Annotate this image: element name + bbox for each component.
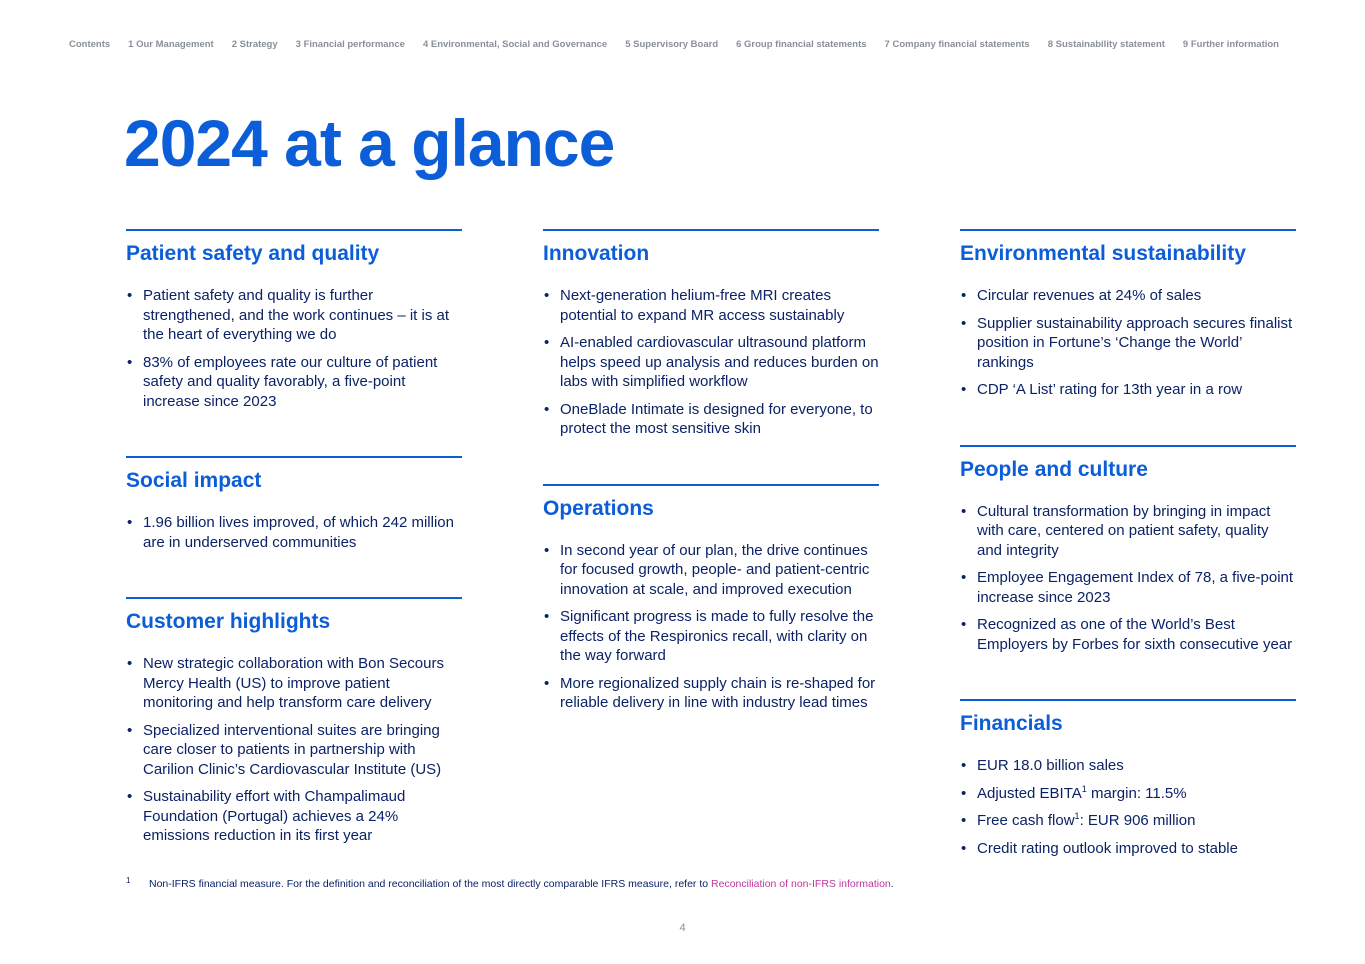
section-heading: People and culture [960, 457, 1148, 481]
nav-our-management[interactable]: 1 Our Management [128, 39, 214, 50]
footnote-marker: 1 [1081, 783, 1087, 794]
column-middle [543, 229, 879, 721]
list-item: • 1.96 billion lives improved, of which 242 million are in underserved communities [126, 513, 462, 552]
list-item: • New strategic collaboration with Bon Secours Mercy Health (US) to improve patient monitoring and help transform care delivery [126, 654, 462, 713]
list-item: • Patient safety and quality is further strengthened, and the work continues – it is at the heart of everything we do [126, 286, 462, 345]
bullet-list [960, 737, 1296, 858]
list-item: • Recognized as one of the World’s Best Employers by Forbes for sixth consecutive year [960, 615, 1296, 654]
nav-supervisory-board[interactable]: 5 Supervisory Board [625, 39, 719, 50]
nav-sustainability-statement[interactable]: 8 Sustainability statement [1047, 39, 1165, 50]
list-item: • EUR 18.0 billion sales [960, 756, 1296, 776]
section-heading: Operations [543, 496, 654, 520]
nav-esg[interactable]: 4 Environmental, Social and Governance [422, 39, 608, 50]
list-item: • Sustainability effort with Champalimaud Foundation (Portugal) achieves a 24% emissions reduction in its first year [126, 787, 462, 846]
nav-strategy[interactable]: 2 Strategy [231, 39, 278, 50]
list-item: • Cultural transformation by bringing in impact with care, centered on patient safety, quality and integrity [960, 502, 1296, 561]
nav-financial-performance[interactable]: 3 Financial performance [295, 39, 405, 50]
bullet-list [126, 635, 462, 846]
ebita-label: Adjusted EBITA [977, 784, 1082, 802]
footnote-number: 1 [126, 876, 131, 885]
list-item: • Significant progress is made to fully resolve the effects of the Respironics recall, with clarity on the way forward [543, 607, 879, 666]
section-heading: Social impact [126, 469, 262, 492]
list-item: • Next-generation helium-free MRI creates potential to expand MR access sustainably [543, 286, 879, 325]
section-operations [543, 484, 879, 713]
top-navigation [69, 39, 1297, 50]
ebita-value: margin: 11.5% [1086, 784, 1187, 802]
nav-further-information[interactable]: 9 Further information [1182, 39, 1279, 50]
section-heading: Innovation [543, 242, 650, 265]
nav-company-financial-statements[interactable]: 7 Company financial statements [884, 39, 1030, 50]
section-heading: Customer highlights [126, 610, 331, 633]
list-item: • AI-enabled cardiovascular ultrasound platform helps speed up analysis and reduces burden on labs with simplified workflow [543, 333, 879, 392]
footnote-text [149, 878, 894, 890]
bullet-list [126, 267, 462, 411]
nav-group-financial-statements[interactable]: 6 Group financial statements [736, 39, 867, 50]
column-left [126, 229, 462, 854]
section-heading: Financials [960, 712, 1063, 735]
section-financials [960, 699, 1296, 858]
column-right [960, 229, 1296, 866]
bullet-list [126, 494, 462, 552]
bullet-list [960, 483, 1296, 655]
bullet-list [543, 267, 879, 439]
reconciliation-link[interactable]: Reconciliation of non-IFRS information [711, 878, 891, 890]
list-item: • Employee Engagement Index of 78, a five-point increase since 2023 [960, 568, 1296, 607]
footnote-marker: 1 [1074, 811, 1080, 821]
section-heading: Patient safety and quality [126, 242, 380, 265]
section-heading: Environmental sustainability [960, 242, 1246, 265]
list-item: • CDP ‘A List’ rating for 13th year in a row [960, 380, 1296, 400]
section-innovation [543, 229, 879, 439]
list-item [960, 784, 1296, 804]
page-number: 4 [679, 922, 686, 934]
list-item: • More regionalized supply chain is re-shaped for reliable delivery in line with industry lead times [543, 674, 879, 713]
list-item: • Supplier sustainability approach secures finalist position in Fortune’s ‘Change the World’ rankings [960, 314, 1296, 373]
section-customer-highlights [126, 597, 462, 846]
footnote-body: Non-IFRS financial measure. For the definition and reconciliation of the most directly comparable IFRS measure, refer to [149, 878, 712, 890]
fcf-label: Free cash flow [977, 812, 1075, 829]
list-item: • Circular revenues at 24% of sales [960, 286, 1296, 306]
list-item: • 83% of employees rate our culture of patient safety and quality favorably, a five-point increase since 2023 [126, 353, 462, 412]
list-item: • In second year of our plan, the drive continues for focused growth, people- and patient-centric innovation at scale, and improved execution [543, 541, 879, 600]
page-title: 2024 at a glance [124, 106, 615, 180]
section-social-impact [126, 456, 462, 552]
bullet-list [960, 267, 1296, 400]
list-item [960, 811, 1296, 831]
nav-contents[interactable]: Contents [69, 39, 111, 50]
list-item: • OneBlade Intimate is designed for everyone, to protect the most sensitive skin [543, 400, 879, 439]
section-people-and-culture [960, 445, 1296, 655]
fcf-value: : EUR 906 million [1079, 812, 1196, 829]
list-item: • Credit rating outlook improved to stable [960, 839, 1296, 859]
footnote-end: . [890, 878, 894, 890]
section-patient-safety [126, 229, 462, 411]
list-item: • Specialized interventional suites are bringing care closer to patients in partnership with Carilion Clinic’s Cardiovascular Institute (US) [126, 721, 462, 780]
section-environmental-sustainability [960, 229, 1296, 400]
bullet-list [543, 522, 879, 713]
